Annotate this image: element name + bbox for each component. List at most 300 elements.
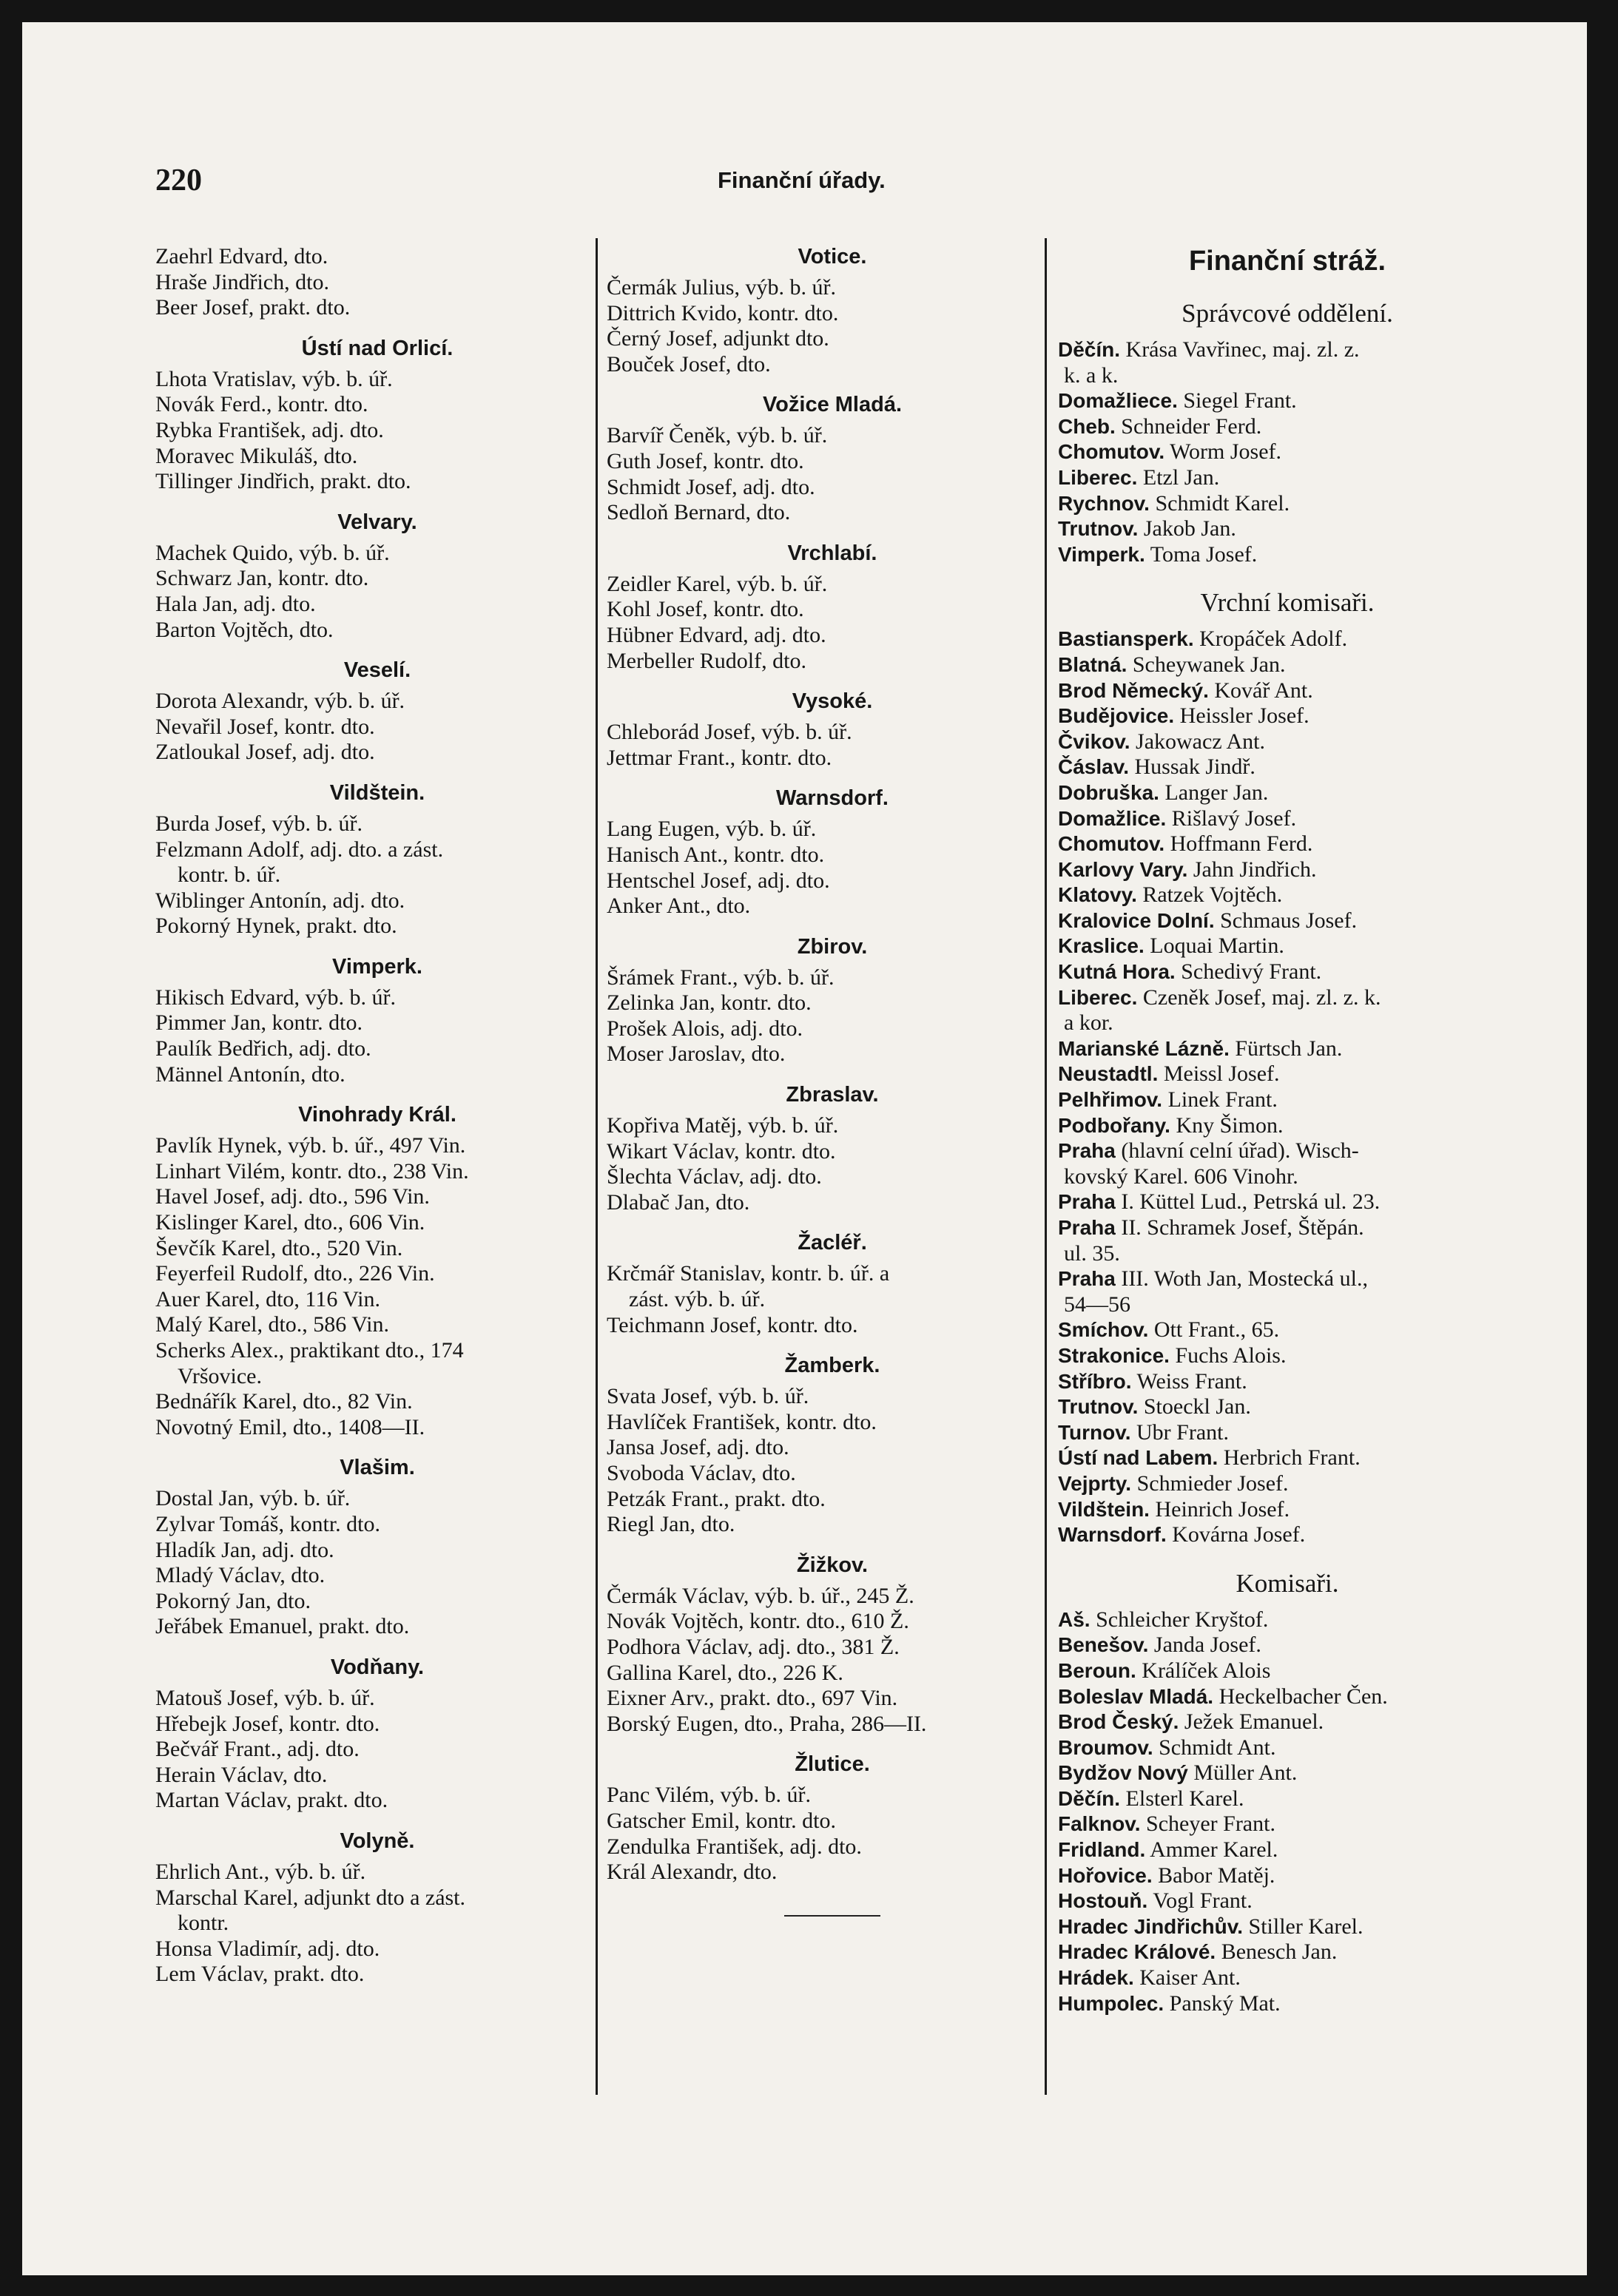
staff-entry: Kohl Josef, kontr. dto. xyxy=(607,597,804,622)
station-entry xyxy=(1058,1241,1517,1267)
staff-entry: Malý Karel, dto., 586 Vin. xyxy=(155,1312,389,1337)
running-title: Finanční úřady. xyxy=(718,167,886,193)
station-entry xyxy=(1058,1369,1517,1395)
station-officer: Müller Ant. xyxy=(1193,1760,1298,1786)
station-entry xyxy=(1058,1317,1517,1343)
office-group xyxy=(155,244,599,321)
station-entry xyxy=(1058,388,1517,414)
office-group xyxy=(607,541,1058,674)
station-entry xyxy=(1058,678,1517,704)
station-place: Karlovy Vary. xyxy=(1058,857,1188,881)
station-officer: Stoeckl Jan. xyxy=(1143,1394,1251,1419)
station-officer: Ott Frant., 65. xyxy=(1153,1317,1280,1343)
station-officer: Toma Josef. xyxy=(1150,541,1258,567)
station-entry xyxy=(1058,1394,1517,1420)
station-place: Liberec. xyxy=(1058,465,1138,489)
station-place: Čáslav. xyxy=(1058,755,1129,779)
office-group xyxy=(607,1230,1058,1338)
station-officer: k. a k. xyxy=(1064,362,1119,388)
station-officer: Jakowacz Ant. xyxy=(1136,729,1265,754)
station-place: Vimperk. xyxy=(1058,542,1145,566)
station-entry xyxy=(1058,1684,1517,1710)
station-place: Domažliece. xyxy=(1058,389,1178,413)
station-entry xyxy=(1058,1010,1517,1036)
station-place: Humpolec. xyxy=(1058,1991,1164,2015)
station-officer: Worm Josef. xyxy=(1170,439,1282,465)
staff-entry: Hanisch Ant., kontr. dto. xyxy=(607,842,825,867)
staff-entry: Felzmann Adolf, adj. dto. a zást. xyxy=(155,837,444,862)
staff-entry: Anker Ant., dto. xyxy=(607,894,751,919)
office-heading: Vinohrady Král. xyxy=(298,1103,456,1127)
station-entry xyxy=(1058,1445,1517,1471)
station-entry xyxy=(1058,1471,1517,1497)
station-entry xyxy=(1058,1061,1517,1087)
station-place: Turnov. xyxy=(1058,1420,1131,1444)
office-heading: Votice. xyxy=(798,245,867,269)
station-entry xyxy=(1058,1735,1517,1761)
staff-entry: Hikisch Edvard, výb. b. úř. xyxy=(155,985,396,1010)
staff-entry: Svata Josef, výb. b. úř. xyxy=(607,1384,809,1409)
staff-entry: Hübner Edvard, adj. dto. xyxy=(607,622,826,647)
station-entry xyxy=(1058,1863,1517,1889)
station-place: Kralovice Dolní. xyxy=(1058,908,1215,932)
staff-entry: Schwarz Jan, kontr. dto. xyxy=(155,566,369,591)
staff-entry: Chleborád Josef, výb. b. úř. xyxy=(607,720,852,745)
staff-entry: Černý Josef, adjunkt dto. xyxy=(607,326,829,351)
staff-entry: Borský Eugen, dto., Praha, 286—II. xyxy=(607,1711,927,1736)
staff-entry: Lang Eugen, výb. b. úř. xyxy=(607,817,817,842)
staff-entry: Pimmer Jan, kontr. dto. xyxy=(155,1010,363,1036)
office-heading: Žlutice. xyxy=(795,1752,870,1777)
station-entry xyxy=(1058,337,1517,363)
station-officer: Panský Mat. xyxy=(1169,1991,1281,2016)
station-entry xyxy=(1058,1215,1517,1241)
station-officer: Etzl Jan. xyxy=(1142,465,1220,490)
station-officer: Hoffmann Ferd. xyxy=(1170,831,1313,857)
station-officer: Schmidt Ant. xyxy=(1159,1735,1276,1760)
station-entry xyxy=(1058,1658,1517,1684)
station-entry xyxy=(1058,1888,1517,1914)
staff-entry: Feyerfeil Rudolf, dto., 226 Vin. xyxy=(155,1261,435,1286)
station-officer: Kny Šimon. xyxy=(1176,1112,1284,1138)
station-entry xyxy=(1058,1965,1517,1991)
office-group xyxy=(607,1353,1058,1538)
staff-entry: Kislinger Karel, dto., 606 Vin. xyxy=(155,1210,425,1235)
station-officer: Krása Vavřinec, maj. zl. z. xyxy=(1125,337,1360,362)
station-officer: Králíček Alois xyxy=(1142,1658,1271,1683)
office-heading: Vlašim. xyxy=(340,1456,415,1480)
station-place: Brod Německý. xyxy=(1058,678,1209,702)
station-place: Blatná. xyxy=(1058,652,1127,676)
station-place: Smíchov. xyxy=(1058,1318,1149,1342)
station-place: Čvikov. xyxy=(1058,729,1130,753)
office-group xyxy=(607,1082,1058,1215)
station-officer: Hussak Jindř. xyxy=(1134,754,1255,780)
staff-entry: Čermák Julius, výb. b. úř. xyxy=(607,275,836,300)
station-entry xyxy=(1058,1939,1517,1965)
station-officer: II. Schramek Josef, Štěpán. xyxy=(1121,1215,1364,1240)
staff-entry: Gatscher Emil, kontr. dto. xyxy=(607,1808,836,1833)
staff-entry: Prošek Alois, adj. dto. xyxy=(607,1016,803,1041)
staff-entry: Burda Josef, výb. b. úř. xyxy=(155,811,363,836)
station-place: Stříbro. xyxy=(1058,1369,1132,1393)
staff-entry: Zeidler Karel, výb. b. úř. xyxy=(607,571,828,596)
staff-entry: Dorota Alexandr, výb. b. úř. xyxy=(155,689,405,714)
staff-entry: Dlabač Jan, dto. xyxy=(607,1189,750,1215)
office-heading: Vildštein. xyxy=(329,780,425,805)
staff-entry: Merbeller Rudolf, dto. xyxy=(607,648,806,673)
station-entry xyxy=(1058,1420,1517,1446)
station-entry xyxy=(1058,806,1517,832)
staff-entry: Pavlík Hynek, výb. b. úř., 497 Vin. xyxy=(155,1133,466,1158)
station-entry xyxy=(1058,933,1517,959)
station-officer: Weiss Frant. xyxy=(1136,1368,1247,1394)
station-officer: Meissl Josef. xyxy=(1163,1061,1280,1087)
station-place: Děčín. xyxy=(1058,1786,1121,1810)
station-place: Vejprty. xyxy=(1058,1471,1132,1495)
station-entry xyxy=(1058,516,1517,542)
station-entry xyxy=(1058,414,1517,440)
station-place: Boleslav Mladá. xyxy=(1058,1684,1214,1708)
station-place: Vildštein. xyxy=(1058,1497,1150,1521)
staff-entry: Krčmář Stanislav, kontr. b. úř. a xyxy=(607,1261,890,1286)
station-entry xyxy=(1058,1497,1517,1523)
station-place: Hradec Jindřichův. xyxy=(1058,1914,1244,1938)
station-entry xyxy=(1058,363,1517,389)
station-officer: Heissler Josef. xyxy=(1179,703,1309,729)
staff-entry: Pokorný Jan, dto. xyxy=(155,1588,311,1613)
station-entry xyxy=(1058,908,1517,934)
station-entry xyxy=(1058,729,1517,755)
office-heading: Žacléř. xyxy=(798,1231,867,1255)
station-place: Budějovice. xyxy=(1058,704,1175,728)
staff-entry: Matouš Josef, výb. b. úř. xyxy=(155,1685,375,1710)
staff-entry: Rybka František, adj. dto. xyxy=(155,417,384,442)
staff-entry: Hala Jan, adj. dto. xyxy=(155,591,316,616)
staff-entry: Novák Ferd., kontr. dto. xyxy=(155,392,368,417)
staff-entry: Hřebejk Josef, kontr. dto. xyxy=(155,1711,380,1736)
staff-entry: Moravec Mikuláš, dto. xyxy=(155,443,358,468)
staff-entry: Bečvář Frant., adj. dto. xyxy=(155,1737,360,1762)
station-officer: Kropáček Adolf. xyxy=(1199,627,1348,652)
station-officer: Linek Frant. xyxy=(1167,1087,1278,1112)
staff-entry: zást. výb. b. úř. xyxy=(629,1287,766,1312)
station-officer: Elsterl Karel. xyxy=(1125,1786,1244,1811)
office-heading: Zbraslav. xyxy=(786,1083,879,1107)
station-place: Praha xyxy=(1058,1216,1116,1239)
station-officer: Stiller Karel. xyxy=(1248,1914,1363,1939)
staff-entry: Riegl Jan, dto. xyxy=(607,1512,735,1537)
station-place: Benešov. xyxy=(1058,1633,1149,1657)
staff-entry: Bouček Josef, dto. xyxy=(607,351,771,377)
station-entry xyxy=(1058,1760,1517,1786)
station-place: Cheb. xyxy=(1058,414,1116,438)
office-heading: Vodňany. xyxy=(330,1655,425,1679)
staff-entry: Herain Václav, dto. xyxy=(155,1762,328,1787)
staff-entry: Kopřiva Matěj, výb. b. úř. xyxy=(607,1113,839,1138)
staff-entry: Král Alexandr, dto. xyxy=(607,1860,778,1885)
staff-entry: Zendulka František, adj. dto. xyxy=(607,1834,862,1859)
station-officer: Herbrich Frant. xyxy=(1223,1445,1361,1471)
staff-entry: Scherks Alex., praktikant dto., 174 xyxy=(155,1338,464,1363)
station-entry xyxy=(1058,1786,1517,1812)
staff-entry: Dittrich Kvido, kontr. dto. xyxy=(607,300,839,325)
station-officer: Jahn Jindřich. xyxy=(1193,857,1317,882)
station-officer: Scheywanek Jan. xyxy=(1132,652,1286,677)
staff-entry: Svoboda Václav, dto. xyxy=(607,1461,796,1485)
staff-entry: Jansa Josef, adj. dto. xyxy=(607,1435,789,1460)
station-place: Brod Český. xyxy=(1058,1710,1179,1734)
station-place: Hrádek. xyxy=(1058,1966,1134,1990)
station-place: Trutnov. xyxy=(1058,1395,1139,1419)
station-place: Klatovy. xyxy=(1058,883,1137,907)
office-group xyxy=(155,954,599,1087)
station-place: Marianské Lázně. xyxy=(1058,1036,1230,1060)
station-place: Bydžov Nový xyxy=(1058,1761,1188,1785)
office-group xyxy=(607,1752,1058,1885)
staff-entry: Machek Quido, výb. b. úř. xyxy=(155,540,390,565)
station-place: Podbořany. xyxy=(1058,1113,1170,1137)
office-heading: Veselí. xyxy=(343,658,411,683)
station-officer: ul. 35. xyxy=(1064,1240,1120,1266)
station-entry xyxy=(1058,831,1517,857)
station-officer: Schmieder Josef. xyxy=(1136,1471,1289,1496)
station-entry xyxy=(1058,1632,1517,1658)
office-group xyxy=(607,934,1058,1067)
station-officer: Kovárna Josef. xyxy=(1172,1522,1306,1547)
office-heading: Vimperk. xyxy=(332,954,422,979)
station-place: Broumov. xyxy=(1058,1735,1153,1759)
staff-entry: Vršovice. xyxy=(178,1363,262,1388)
station-place: Ústí nad Labem. xyxy=(1058,1446,1218,1470)
staff-entry: Linhart Vilém, kontr. dto., 238 Vin. xyxy=(155,1158,469,1184)
staff-entry: Nevařil Josef, kontr. dto. xyxy=(155,714,375,739)
station-officer: 54—56 xyxy=(1064,1292,1130,1317)
office-heading: Žižkov. xyxy=(796,1553,869,1577)
staff-entry: Barvíř Čeněk, výb. b. úř. xyxy=(607,423,828,448)
page-number: 220 xyxy=(155,163,202,197)
station-place: Fridland. xyxy=(1058,1838,1146,1862)
staff-entry: Šlechta Václav, adj. dto. xyxy=(607,1164,822,1189)
station-place: Domažlice. xyxy=(1058,806,1167,830)
staff-entry: Havel Josef, adj. dto., 596 Vin. xyxy=(155,1184,430,1209)
office-group xyxy=(155,1102,599,1440)
staff-entry: Hladík Jan, adj. dto. xyxy=(155,1537,334,1562)
staff-entry: Zylvar Tomáš, kontr. dto. xyxy=(155,1511,380,1536)
station-officer: Ježek Emanuel. xyxy=(1184,1709,1324,1735)
station-place: Kutná Hora. xyxy=(1058,960,1176,984)
staff-entry: Ehrlich Ant., výb. b. úř. xyxy=(155,1859,366,1884)
column-left xyxy=(155,244,599,1988)
station-officer: Scheyer Frant. xyxy=(1146,1812,1275,1837)
office-group xyxy=(155,1655,599,1814)
station-entry xyxy=(1058,627,1517,652)
station-entry xyxy=(1058,1343,1517,1369)
staff-entry: Havlíček František, kontr. dto. xyxy=(607,1409,877,1434)
column-middle xyxy=(607,244,1058,1917)
section-title: Finanční stráž. xyxy=(1188,246,1386,277)
station-officer: Vogl Frant. xyxy=(1153,1888,1253,1914)
staff-entry: Čermák Václav, výb. b. úř., 245 Ž. xyxy=(607,1583,914,1608)
station-officer: Heckelbacher Čen. xyxy=(1218,1684,1388,1709)
staff-entry: Wikart Václav, kontr. dto. xyxy=(607,1138,836,1164)
station-officer: Czeněk Josef, maj. zl. z. k. xyxy=(1142,985,1381,1010)
end-rule xyxy=(784,1915,880,1917)
section-heading: Vrchní komisaři. xyxy=(1200,588,1375,618)
staff-entry: Honsa Vladimír, adj. dto. xyxy=(155,1936,380,1961)
staff-entry: Marschal Karel, adjunkt dto a zást. xyxy=(155,1885,466,1910)
staff-entry: Novák Vojtěch, kontr. dto., 610 Ž. xyxy=(607,1609,909,1634)
station-place: Falknov. xyxy=(1058,1812,1141,1836)
office-group xyxy=(607,244,1058,377)
station-entry xyxy=(1058,1709,1517,1735)
section-heading: Správcové oddělení. xyxy=(1182,299,1393,328)
station-entry xyxy=(1058,1164,1517,1190)
office-heading: Žamberk. xyxy=(784,1354,880,1378)
staff-entry: Mladý Václav, dto. xyxy=(155,1563,326,1588)
station-entry xyxy=(1058,1991,1517,2017)
station-place: Chomutov. xyxy=(1058,440,1165,464)
staff-entry: Lhota Vratislav, výb. b. úř. xyxy=(155,366,393,391)
office-group xyxy=(607,392,1058,525)
staff-entry: Petzák Frant., prakt. dto. xyxy=(607,1486,826,1511)
station-officer: Ammer Karel. xyxy=(1150,1837,1278,1863)
station-place: Strakonice. xyxy=(1058,1343,1170,1367)
station-entry xyxy=(1058,857,1517,883)
office-group xyxy=(155,658,599,766)
staff-entry: Beer Josef, prakt. dto. xyxy=(155,295,351,320)
office-heading: Velvary. xyxy=(337,510,417,534)
staff-entry: Šrámek Frant., výb. b. úř. xyxy=(607,965,835,990)
station-place: Praha xyxy=(1058,1267,1116,1291)
station-place: Pelhřimov. xyxy=(1058,1088,1163,1112)
office-group xyxy=(607,689,1058,771)
station-officer: Fürtsch Jan. xyxy=(1235,1036,1343,1061)
staff-entry: Schmidt Josef, adj. dto. xyxy=(607,474,815,499)
staff-entry: kontr. b. úř. xyxy=(178,862,281,888)
station-place: Děčín. xyxy=(1058,338,1121,361)
station-entry xyxy=(1058,703,1517,729)
station-place: Aš. xyxy=(1058,1607,1091,1631)
staff-entry: Teichmann Josef, kontr. dto. xyxy=(607,1312,858,1337)
station-officer: Kovář Ant. xyxy=(1214,678,1313,703)
station-entry xyxy=(1058,1266,1517,1292)
station-officer: a kor. xyxy=(1064,1010,1113,1036)
office-group xyxy=(155,336,599,495)
staff-entry: Hentschel Josef, adj. dto. xyxy=(607,868,830,893)
station-officer: Kaiser Ant. xyxy=(1139,1965,1241,1991)
office-group xyxy=(607,1553,1058,1738)
station-place: Beroun. xyxy=(1058,1658,1136,1682)
station-entry xyxy=(1058,1138,1517,1164)
station-entry xyxy=(1058,542,1517,568)
station-entry xyxy=(1058,1812,1517,1837)
station-entry xyxy=(1058,652,1517,678)
station-officer: Jakob Jan. xyxy=(1143,516,1236,541)
staff-entry: Guth Josef, kontr. dto. xyxy=(607,448,804,473)
staff-entry: Panc Vilém, výb. b. úř. xyxy=(607,1783,811,1808)
staff-entry: Sedloň Bernard, dto. xyxy=(607,500,791,525)
station-place: Bastiansperk. xyxy=(1058,627,1194,651)
office-heading: Warnsdorf. xyxy=(776,786,889,811)
staff-entry: Pokorný Hynek, prakt. dto. xyxy=(155,914,397,939)
station-officer: Siegel Frant. xyxy=(1183,388,1297,413)
staff-entry: Zaehrl Edvard, dto. xyxy=(155,244,328,269)
station-place: Hradec Králové. xyxy=(1058,1940,1216,1964)
staff-entry: Hraše Jindřich, dto. xyxy=(155,269,329,294)
staff-entry: Zelinka Jan, kontr. dto. xyxy=(607,990,812,1016)
office-heading: Vysoké. xyxy=(792,689,873,714)
station-officer: Ratzek Vojtěch. xyxy=(1142,882,1283,908)
station-place: Rychnov. xyxy=(1058,491,1150,515)
station-officer: Schleicher Kryštof. xyxy=(1096,1607,1269,1632)
staff-entry: Jettmar Frant., kontr. dto. xyxy=(607,745,832,770)
station-officer: Loquai Martin. xyxy=(1150,933,1284,959)
station-officer: Babor Matěj. xyxy=(1158,1863,1275,1888)
station-officer: Ubr Frant. xyxy=(1136,1419,1229,1445)
station-entry xyxy=(1058,1292,1517,1318)
station-entry xyxy=(1058,1607,1517,1633)
station-place: Praha xyxy=(1058,1190,1116,1214)
staff-entry: Moser Jaroslav, dto. xyxy=(607,1041,786,1067)
station-entry xyxy=(1058,985,1517,1011)
station-entry xyxy=(1058,754,1517,780)
station-officer: Schmidt Karel. xyxy=(1155,490,1290,516)
staff-entry: kontr. xyxy=(178,1911,229,1936)
office-group xyxy=(155,1829,599,1988)
station-officer: Rišlavý Josef. xyxy=(1171,806,1297,831)
office-heading: Zbirov. xyxy=(797,934,868,959)
station-officer: III. Woth Jan, Mostecká ul., xyxy=(1121,1266,1368,1292)
station-officer: Schmaus Josef. xyxy=(1220,908,1358,933)
staff-entry: Paulík Bedřich, adj. dto. xyxy=(155,1036,371,1061)
staff-entry: Barton Vojtěch, dto. xyxy=(155,617,334,642)
staff-entry: Martan Václav, prakt. dto. xyxy=(155,1788,388,1813)
station-entry xyxy=(1058,439,1517,465)
station-entry xyxy=(1058,1036,1517,1062)
station-entry xyxy=(1058,1914,1517,1940)
staff-entry: Bednářík Karel, dto., 82 Vin. xyxy=(155,1389,413,1414)
staff-entry: Dostal Jan, výb. b. úř. xyxy=(155,1486,351,1511)
station-entry xyxy=(1058,1189,1517,1215)
station-place: Trutnov. xyxy=(1058,517,1139,541)
station-place: Neustadtl. xyxy=(1058,1062,1159,1086)
staff-entry: Wiblinger Antonín, adj. dto. xyxy=(155,888,405,913)
staff-entry: Novotný Emil, dto., 1408—II. xyxy=(155,1414,425,1439)
station-place: Kraslice. xyxy=(1058,934,1145,958)
section-heading: Komisaři. xyxy=(1236,1568,1339,1598)
staff-entry: Lem Václav, prakt. dto. xyxy=(155,1962,365,1987)
station-entry xyxy=(1058,959,1517,985)
office-heading: Volyně. xyxy=(340,1829,415,1853)
station-entry xyxy=(1058,465,1517,491)
office-group xyxy=(155,510,599,643)
station-officer: Fuchs Alois. xyxy=(1175,1343,1287,1368)
station-place: Chomutov. xyxy=(1058,832,1165,856)
station-place: Hořovice. xyxy=(1058,1863,1153,1887)
office-heading: Ústí nad Orlicí. xyxy=(301,336,454,360)
staff-entry: Zatloukal Josef, adj. dto. xyxy=(155,740,375,765)
station-entry xyxy=(1058,491,1517,517)
station-officer: (hlavní celní úřad). Wisch- xyxy=(1121,1138,1359,1164)
staff-entry: Gallina Karel, dto., 226 K. xyxy=(607,1660,843,1685)
station-officer: Schneider Ferd. xyxy=(1121,413,1262,439)
office-group xyxy=(155,780,599,939)
station-place: Hostouň. xyxy=(1058,1889,1148,1913)
staff-entry: Tillinger Jindřich, prakt. dto. xyxy=(155,469,411,494)
office-group xyxy=(155,1455,599,1640)
book-page xyxy=(22,22,1587,2275)
